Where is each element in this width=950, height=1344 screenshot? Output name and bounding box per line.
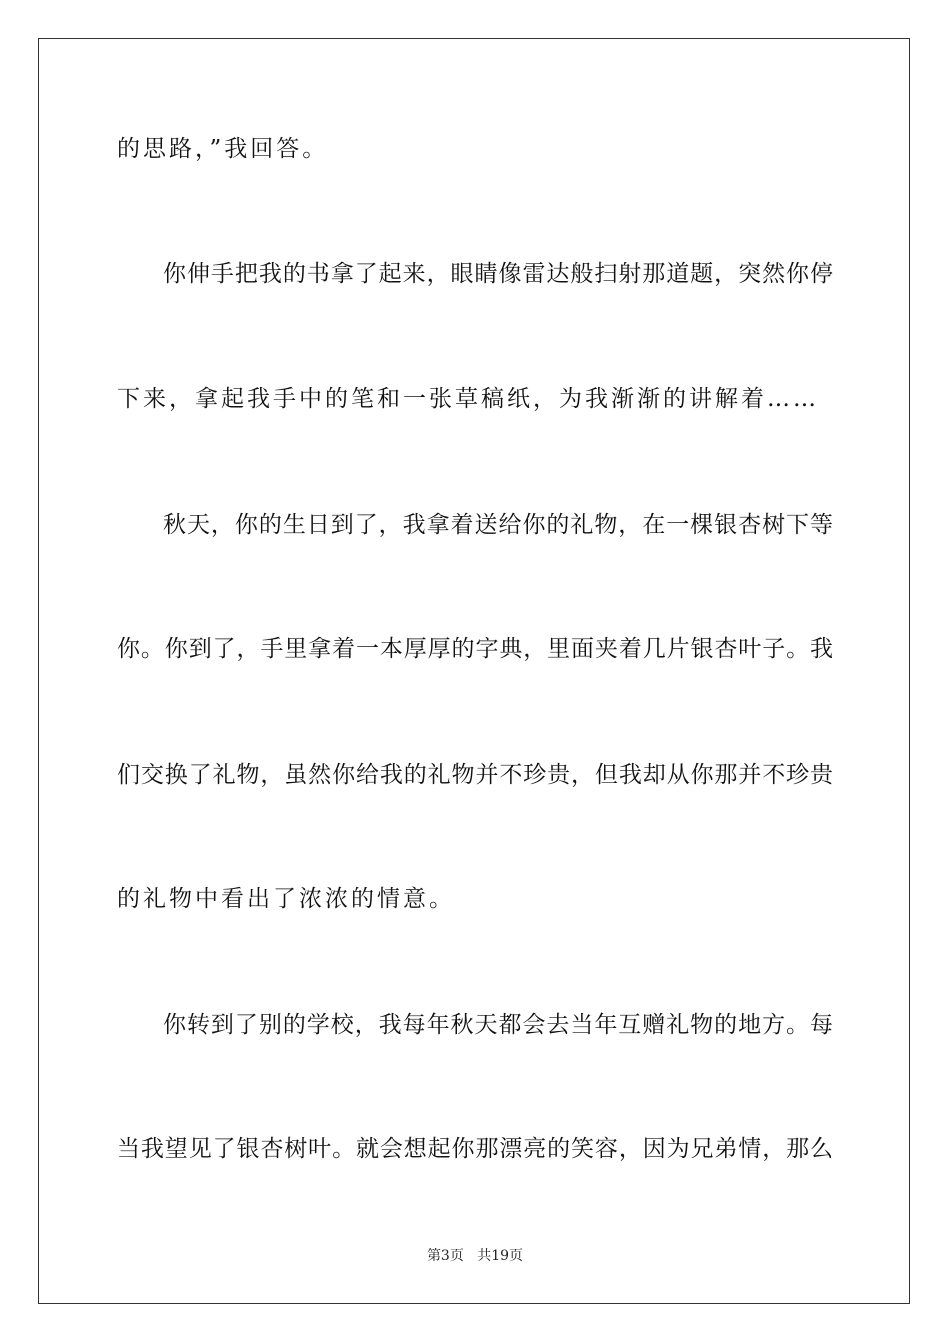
text-line: 下来，拿起我手中的笔和一张草稿纸，为我渐渐的讲解着……	[117, 386, 819, 412]
page-number: 第3页	[426, 1248, 464, 1264]
text-line: 的思路，”我回答。	[117, 136, 329, 162]
text-line: 们交换了礼物，虽然你给我的礼物并不珍贵，但我却从你那并不珍贵	[117, 762, 833, 788]
text-line: 秋天，你的生日到了，我拿着送给你的礼物，在一棵银杏树下等	[163, 512, 833, 538]
text-line: 你伸手把我的书拿了起来，眼睛像雷达般扫射那道题，突然你停	[163, 261, 833, 287]
text-line: 你转到了别的学校，我每年秋天都会去当年互赠礼物的地方。每	[163, 1012, 833, 1038]
text-line: 的礼物中看出了浓浓的情意。	[117, 886, 455, 912]
page-frame	[38, 38, 910, 1304]
text-line: 你。你到了，手里拿着一本厚厚的字典，里面夹着几片银杏叶子。我	[117, 636, 833, 662]
text-line: 当我望见了银杏树叶。就会想起你那漂亮的笑容，因为兄弟情，那么	[117, 1136, 833, 1162]
page-total: 共19页	[477, 1248, 524, 1264]
page-footer	[0, 1246, 950, 1266]
